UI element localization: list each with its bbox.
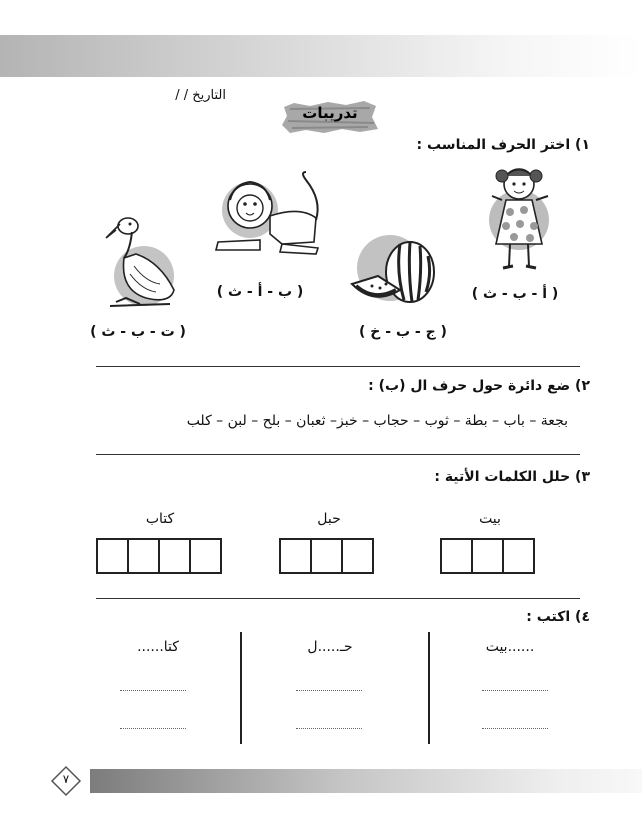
- writing-line[interactable]: [120, 728, 186, 729]
- writing-line[interactable]: [482, 728, 548, 729]
- column-separator: [240, 632, 242, 744]
- q3-boxes-habl: [279, 538, 374, 574]
- q1-choices-watermelon: ( ج - ب - خ ): [359, 324, 447, 340]
- divider-3: [96, 598, 580, 599]
- q1-choices-girl: ( أ - ب - ث ): [471, 286, 559, 302]
- duck-picture: [100, 212, 184, 312]
- girl-picture: [476, 160, 562, 278]
- footer-band: [90, 769, 642, 793]
- q3-boxes-bait: [440, 538, 535, 574]
- letter-box[interactable]: [281, 540, 310, 572]
- header-band: [0, 35, 642, 77]
- q4-title: ٤) اكتب :: [526, 609, 590, 625]
- page-number: ٧: [62, 772, 70, 786]
- letter-box[interactable]: [98, 540, 127, 572]
- q1-choices-lion: ( ب - أ - ث ): [216, 284, 304, 300]
- q1-choices-duck: ( ت - ب - ث ): [90, 324, 186, 340]
- lion-picture: [210, 170, 328, 260]
- page-title: تدريبات: [302, 104, 358, 122]
- writing-line[interactable]: [296, 728, 362, 729]
- q3-word-kitab: كتاب: [145, 511, 175, 527]
- letter-box[interactable]: [341, 540, 372, 572]
- divider-1: [96, 366, 580, 367]
- q1-title: ١) اختر الحرف المناسب :: [416, 137, 590, 153]
- letter-box[interactable]: [127, 540, 158, 572]
- q4-prompt-kitab: كتا......: [137, 639, 179, 655]
- letter-box[interactable]: [471, 540, 502, 572]
- writing-line[interactable]: [120, 690, 186, 691]
- q3-boxes-kitab: [96, 538, 222, 574]
- column-separator: [428, 632, 430, 744]
- divider-2: [96, 454, 580, 455]
- q4-prompt-habl: حـ.....ل: [307, 639, 353, 655]
- letter-box[interactable]: [442, 540, 471, 572]
- q3-title: ٣) حلل الكلمات الأتية :: [434, 469, 590, 485]
- q3-word-habl: حبل: [317, 511, 341, 527]
- letter-box[interactable]: [158, 540, 189, 572]
- date-label: التاريخ / /: [175, 88, 226, 103]
- q4-prompt-bait: ......بيت: [485, 639, 535, 655]
- q2-title: ٢) ضع دائرة حول حرف ال (ب) :: [368, 378, 590, 394]
- q3-word-bait: بيت: [479, 511, 501, 527]
- q2-word-list: بجعة – باب – بطة – ثوب – حجاب – خبز– ثعبان – بلح – لبن – كلب: [186, 413, 568, 429]
- letter-box[interactable]: [189, 540, 220, 572]
- watermelon-picture: [348, 230, 440, 310]
- letter-box[interactable]: [310, 540, 341, 572]
- writing-line[interactable]: [296, 690, 362, 691]
- writing-line[interactable]: [482, 690, 548, 691]
- letter-box[interactable]: [502, 540, 533, 572]
